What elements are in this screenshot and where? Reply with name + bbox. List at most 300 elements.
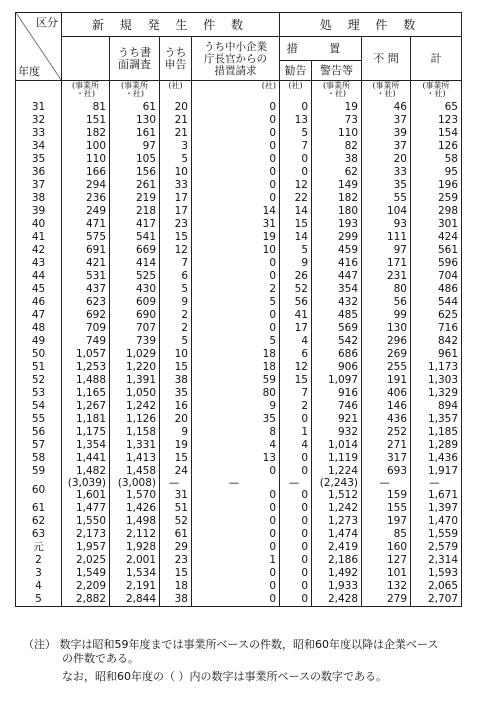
table-row bbox=[16, 257, 462, 270]
cell-unquestioned: 37 bbox=[362, 140, 411, 153]
cell-total: 1,470 bbox=[411, 515, 462, 528]
table-row bbox=[16, 387, 462, 400]
cell-sme: 5 bbox=[192, 296, 280, 309]
cell-new: 531 bbox=[62, 270, 110, 283]
cell-report: 21 bbox=[160, 114, 192, 127]
cell-advice: 6 bbox=[280, 348, 312, 361]
cell-unquestioned: 37 bbox=[362, 114, 411, 127]
cell-new: 2,209 bbox=[62, 580, 110, 593]
cell-sme: 0 bbox=[192, 465, 280, 478]
cell-advice: 7 bbox=[280, 140, 312, 153]
year-cell: 46 bbox=[16, 296, 62, 309]
cell-warning: 2,428 bbox=[312, 593, 362, 607]
cell-new: 249 bbox=[62, 205, 110, 218]
cell-total: 1,289 bbox=[411, 439, 462, 452]
cell-survey: 541 bbox=[110, 231, 160, 244]
cell-sme: 0 bbox=[192, 114, 280, 127]
table-row bbox=[16, 413, 462, 426]
cell-total: 625 bbox=[411, 309, 462, 322]
cell-warning: 447 bbox=[312, 270, 362, 283]
cell-total: 1,397 bbox=[411, 502, 462, 515]
cell-report: 7 bbox=[160, 257, 192, 270]
cell-new: 1,057 bbox=[62, 348, 110, 361]
cell-report: 10 bbox=[160, 348, 192, 361]
cell-warning: 459 bbox=[312, 244, 362, 257]
cell-sme: 35 bbox=[192, 413, 280, 426]
cell-survey: 1,534 bbox=[110, 567, 160, 580]
cell-sme: 0 bbox=[192, 528, 280, 541]
cell-survey: 430 bbox=[110, 283, 160, 296]
cell-warning: 416 bbox=[312, 257, 362, 270]
year-cell: 45 bbox=[16, 283, 62, 296]
cell-report: 3 bbox=[160, 140, 192, 153]
cell-advice: 12 bbox=[280, 179, 312, 192]
cell-total: 424 bbox=[411, 231, 462, 244]
cell-sme: 0 bbox=[192, 593, 280, 607]
note-line-2: の件数である。 bbox=[62, 652, 139, 665]
cell-unquestioned: 279 bbox=[362, 593, 411, 607]
corner-category-label: 区分 bbox=[36, 16, 58, 29]
cell-survey: 525 bbox=[110, 270, 160, 283]
cell-advice: 15 bbox=[280, 218, 312, 231]
cell-total: 123 bbox=[411, 114, 462, 127]
cell-report: 17 bbox=[160, 205, 192, 218]
year-cell: 39 bbox=[16, 205, 62, 218]
cell-advice: 7 bbox=[280, 387, 312, 400]
cell-survey: 2,191 bbox=[110, 580, 160, 593]
cell-total: 716 bbox=[411, 322, 462, 335]
table-row bbox=[16, 580, 462, 593]
cell-survey: 1,391 bbox=[110, 374, 160, 387]
cell-warning: 1,933 bbox=[312, 580, 362, 593]
cell-new: 691 bbox=[62, 244, 110, 257]
cell-unquestioned: 436 bbox=[362, 413, 411, 426]
table-row bbox=[16, 192, 462, 205]
year-cell: 37 bbox=[16, 179, 62, 192]
year-cell: 36 bbox=[16, 166, 62, 179]
year-cell: 53 bbox=[16, 387, 62, 400]
table-row bbox=[16, 309, 462, 322]
cell-report: 31 bbox=[160, 489, 192, 502]
cell-report: 19 bbox=[160, 439, 192, 452]
cell-warning: 82 bbox=[312, 140, 362, 153]
cell-sme: 0 bbox=[192, 567, 280, 580]
cell-new: 81 bbox=[62, 101, 110, 114]
cell-report: 51 bbox=[160, 502, 192, 515]
table-row bbox=[16, 296, 462, 309]
cell-unquestioned: 130 bbox=[362, 322, 411, 335]
processed-total-header: 計 bbox=[411, 37, 462, 81]
cell-new: 471 bbox=[62, 218, 110, 231]
cell-survey: 1,126 bbox=[110, 413, 160, 426]
cell-report: 33 bbox=[160, 179, 192, 192]
cell-warning: 299 bbox=[312, 231, 362, 244]
cell-survey: 609 bbox=[110, 296, 160, 309]
cell-advice: 2 bbox=[280, 400, 312, 413]
cell-total: 1,185 bbox=[411, 426, 462, 439]
cell-warning: 485 bbox=[312, 309, 362, 322]
year-cell: 40 bbox=[16, 218, 62, 231]
cell-warning: 149 bbox=[312, 179, 362, 192]
table-row bbox=[16, 218, 462, 231]
table-row bbox=[16, 322, 462, 335]
year-cell: 50 bbox=[16, 348, 62, 361]
year-cell: 5 bbox=[16, 593, 62, 607]
measures-header: 措 置 bbox=[280, 37, 362, 61]
table-row bbox=[16, 231, 462, 244]
cell-survey: 739 bbox=[110, 335, 160, 348]
cell-advice: 15 bbox=[280, 374, 312, 387]
cell-report: 12 bbox=[160, 244, 192, 257]
cell-survey: 1,029 bbox=[110, 348, 160, 361]
cell-warning: 1,242 bbox=[312, 502, 362, 515]
cell-advice: 0 bbox=[280, 465, 312, 478]
cell-unquestioned: 104 bbox=[362, 205, 411, 218]
year-cell: 56 bbox=[16, 426, 62, 439]
cell-survey: 2,001 bbox=[110, 554, 160, 567]
table-row bbox=[16, 205, 462, 218]
cell-survey: 1,426 bbox=[110, 502, 160, 515]
cell-survey: 156 bbox=[110, 166, 160, 179]
cell-report: 9 bbox=[160, 296, 192, 309]
cell-survey: 1,220 bbox=[110, 361, 160, 374]
cell-dash: — bbox=[362, 478, 411, 489]
cell-report: 38 bbox=[160, 593, 192, 607]
cell-report: 5 bbox=[160, 335, 192, 348]
cell-total: 298 bbox=[411, 205, 462, 218]
cell-warning: 1,224 bbox=[312, 465, 362, 478]
note-line-1: （注） 数字は昭和59年度までは事業所ベースの件数，昭和60年度以降は企業ベース bbox=[23, 638, 439, 651]
cell-unquestioned: 317 bbox=[362, 452, 411, 465]
cell-report: 38 bbox=[160, 374, 192, 387]
cell-warning: 542 bbox=[312, 335, 362, 348]
table-row-60-paren bbox=[16, 478, 462, 489]
cell-survey: 130 bbox=[110, 114, 160, 127]
cell-unquestioned: 155 bbox=[362, 502, 411, 515]
year-cell: 43 bbox=[16, 257, 62, 270]
cell-new-paren: (3,039) bbox=[62, 478, 110, 489]
cell-total: 486 bbox=[411, 283, 462, 296]
cell-new: 1,477 bbox=[62, 502, 110, 515]
cell-unquestioned: 252 bbox=[362, 426, 411, 439]
cell-report: 17 bbox=[160, 192, 192, 205]
cell-advice: 17 bbox=[280, 322, 312, 335]
cell-advice: 0 bbox=[280, 554, 312, 567]
cell-new: 1,549 bbox=[62, 567, 110, 580]
cell-new: 437 bbox=[62, 283, 110, 296]
cell-dash: — bbox=[280, 478, 312, 489]
cell-report: 21 bbox=[160, 127, 192, 140]
cell-total: 2,579 bbox=[411, 541, 462, 554]
cell-advice: 0 bbox=[280, 593, 312, 607]
cell-report: 6 bbox=[160, 270, 192, 283]
cell-new: 236 bbox=[62, 192, 110, 205]
cell-unquestioned: 20 bbox=[362, 153, 411, 166]
report-header: うち 申告 bbox=[160, 37, 192, 81]
cell-total: 58 bbox=[411, 153, 462, 166]
cell-advice: 14 bbox=[280, 205, 312, 218]
cell-survey-paren: (3,008) bbox=[110, 478, 160, 489]
cell-sme: 1 bbox=[192, 554, 280, 567]
cell-report: 52 bbox=[160, 515, 192, 528]
cell-warning: 432 bbox=[312, 296, 362, 309]
year-cell: 3 bbox=[16, 567, 62, 580]
year-cell: 57 bbox=[16, 439, 62, 452]
cell-unquestioned: 33 bbox=[362, 166, 411, 179]
table-row bbox=[16, 400, 462, 413]
cell-report: 20 bbox=[160, 101, 192, 114]
cell-new: 1,253 bbox=[62, 361, 110, 374]
cell-advice: 0 bbox=[280, 452, 312, 465]
cell-report: 2 bbox=[160, 309, 192, 322]
cell-unquestioned: 127 bbox=[362, 554, 411, 567]
cell-survey: 1,570 bbox=[110, 489, 160, 502]
year-cell: 60 bbox=[16, 478, 62, 502]
new-total-header bbox=[62, 37, 110, 81]
cell-total: 1,671 bbox=[411, 489, 462, 502]
cell-total: 65 bbox=[411, 101, 462, 114]
cell-unquestioned: 269 bbox=[362, 348, 411, 361]
cell-advice: 56 bbox=[280, 296, 312, 309]
year-cell: 49 bbox=[16, 335, 62, 348]
cell-new: 2,025 bbox=[62, 554, 110, 567]
cell-advice: 13 bbox=[280, 114, 312, 127]
cell-unquestioned: 191 bbox=[362, 374, 411, 387]
cell-unquestioned: 231 bbox=[362, 270, 411, 283]
cell-sme: 0 bbox=[192, 127, 280, 140]
cell-unquestioned: 56 bbox=[362, 296, 411, 309]
cell-new: 575 bbox=[62, 231, 110, 244]
cell-unquestioned: 160 bbox=[362, 541, 411, 554]
cell-total: 1,559 bbox=[411, 528, 462, 541]
table-row bbox=[16, 452, 462, 465]
cell-sme: 18 bbox=[192, 348, 280, 361]
cell-new: 151 bbox=[62, 114, 110, 127]
year-cell: 48 bbox=[16, 322, 62, 335]
cell-unquestioned: 111 bbox=[362, 231, 411, 244]
table-row bbox=[16, 335, 462, 348]
cell-sme: 19 bbox=[192, 231, 280, 244]
cell-unquestioned: 271 bbox=[362, 439, 411, 452]
new-cases-group-header: 新 規 発 生 件 数 bbox=[62, 13, 280, 37]
cell-unquestioned: 46 bbox=[362, 101, 411, 114]
cell-unquestioned: 39 bbox=[362, 127, 411, 140]
cell-total: 154 bbox=[411, 127, 462, 140]
cell-sme: 0 bbox=[192, 541, 280, 554]
cell-new: 1,165 bbox=[62, 387, 110, 400]
cell-dash: — bbox=[160, 478, 192, 489]
year-cell: 38 bbox=[16, 192, 62, 205]
table-row bbox=[16, 101, 462, 114]
unit-cell: (社) bbox=[280, 81, 312, 102]
survey-header: うち書 面調査 bbox=[110, 37, 160, 81]
year-cell: 44 bbox=[16, 270, 62, 283]
cell-survey: 161 bbox=[110, 127, 160, 140]
cell-new: 421 bbox=[62, 257, 110, 270]
cell-report: 23 bbox=[160, 218, 192, 231]
cell-report: 5 bbox=[160, 153, 192, 166]
unit-cell: (事業所 ・社) bbox=[362, 81, 411, 102]
cell-warning: 1,097 bbox=[312, 374, 362, 387]
table-row bbox=[16, 374, 462, 387]
cell-unquestioned: 132 bbox=[362, 580, 411, 593]
cell-warning: 38 bbox=[312, 153, 362, 166]
cell-unquestioned: 80 bbox=[362, 283, 411, 296]
cell-new: 1,354 bbox=[62, 439, 110, 452]
year-cell: 61 bbox=[16, 502, 62, 515]
cell-sme: 0 bbox=[192, 101, 280, 114]
year-cell: 41 bbox=[16, 231, 62, 244]
table-row bbox=[16, 567, 462, 580]
cell-sme: 0 bbox=[192, 179, 280, 192]
cell-advice: 0 bbox=[280, 101, 312, 114]
cell-warning: 921 bbox=[312, 413, 362, 426]
cell-new: 692 bbox=[62, 309, 110, 322]
cell-sme: 0 bbox=[192, 322, 280, 335]
year-cell: 2 bbox=[16, 554, 62, 567]
cell-report: 61 bbox=[160, 528, 192, 541]
cell-unquestioned: 296 bbox=[362, 335, 411, 348]
cell-sme: 13 bbox=[192, 452, 280, 465]
cell-new: 1,267 bbox=[62, 400, 110, 413]
year-cell: 62 bbox=[16, 515, 62, 528]
note-line-3: なお，昭和60年度の（ ）内の数字は事業所ベースの数字である。 bbox=[62, 670, 387, 683]
cell-unquestioned: 197 bbox=[362, 515, 411, 528]
table-row-60 bbox=[16, 489, 462, 502]
cell-warning: 2,419 bbox=[312, 541, 362, 554]
cell-survey: 1,413 bbox=[110, 452, 160, 465]
cell-survey: 690 bbox=[110, 309, 160, 322]
cell-new: 1,957 bbox=[62, 541, 110, 554]
cell-total: 126 bbox=[411, 140, 462, 153]
cell-total: 704 bbox=[411, 270, 462, 283]
table-row bbox=[16, 114, 462, 127]
cell-warning: 193 bbox=[312, 218, 362, 231]
table-row bbox=[16, 127, 462, 140]
cell-warning: 2,186 bbox=[312, 554, 362, 567]
cell-unquestioned: 99 bbox=[362, 309, 411, 322]
cell-new: 1,488 bbox=[62, 374, 110, 387]
cell-survey: 1,158 bbox=[110, 426, 160, 439]
year-cell: 59 bbox=[16, 465, 62, 478]
cell-advice: 12 bbox=[280, 361, 312, 374]
cell-total: 2,065 bbox=[411, 580, 462, 593]
cell-sme: 2 bbox=[192, 283, 280, 296]
cell-advice: 14 bbox=[280, 231, 312, 244]
cell-total: 842 bbox=[411, 335, 462, 348]
cell-total: 1,357 bbox=[411, 413, 462, 426]
advice-header: 勧告 bbox=[280, 61, 312, 81]
cell-warning: 180 bbox=[312, 205, 362, 218]
table-row bbox=[16, 426, 462, 439]
unit-cell: (事業所 ・社) bbox=[62, 81, 110, 102]
cell-sme: 9 bbox=[192, 400, 280, 413]
cell-unquestioned: 255 bbox=[362, 361, 411, 374]
cell-advice: 0 bbox=[280, 567, 312, 580]
table-row bbox=[16, 348, 462, 361]
cell-report: 20 bbox=[160, 413, 192, 426]
cell-warning: 19 bbox=[312, 101, 362, 114]
cell-dash: — bbox=[411, 478, 462, 489]
corner-year-label: 年度 bbox=[18, 65, 40, 78]
cell-warning: 62 bbox=[312, 166, 362, 179]
cell-total: 2,314 bbox=[411, 554, 462, 567]
cell-advice: 5 bbox=[280, 244, 312, 257]
cell-warning: 916 bbox=[312, 387, 362, 400]
year-cell: 元 bbox=[16, 541, 62, 554]
unit-year bbox=[16, 81, 62, 102]
cell-sme: 14 bbox=[192, 205, 280, 218]
cell-advice: 0 bbox=[280, 515, 312, 528]
table-row bbox=[16, 140, 462, 153]
cell-sme: 0 bbox=[192, 166, 280, 179]
cell-sme: 31 bbox=[192, 218, 280, 231]
table-row bbox=[16, 179, 462, 192]
cell-survey: 2,112 bbox=[110, 528, 160, 541]
cell-advice: 0 bbox=[280, 166, 312, 179]
cell-new: 182 bbox=[62, 127, 110, 140]
table-row bbox=[16, 502, 462, 515]
cell-survey: 219 bbox=[110, 192, 160, 205]
cell-advice: 4 bbox=[280, 335, 312, 348]
cell-survey: 1,242 bbox=[110, 400, 160, 413]
processed-group-header: 処 理 件 数 bbox=[280, 13, 462, 37]
cell-sme: 0 bbox=[192, 257, 280, 270]
unquestioned-header: 不 問 bbox=[362, 37, 411, 81]
cell-survey: 1,458 bbox=[110, 465, 160, 478]
cell-new: 1,175 bbox=[62, 426, 110, 439]
cell-warning: 569 bbox=[312, 322, 362, 335]
cell-advice: 0 bbox=[280, 580, 312, 593]
cell-report: 35 bbox=[160, 387, 192, 400]
table-row bbox=[16, 515, 462, 528]
year-cell: 33 bbox=[16, 127, 62, 140]
cell-advice: 1 bbox=[280, 426, 312, 439]
table-row bbox=[16, 361, 462, 374]
cell-new: 1,441 bbox=[62, 452, 110, 465]
cell-report: 23 bbox=[160, 554, 192, 567]
cell-survey: 1,331 bbox=[110, 439, 160, 452]
cell-unquestioned: 93 bbox=[362, 218, 411, 231]
table-row bbox=[16, 439, 462, 452]
cell-advice: 26 bbox=[280, 270, 312, 283]
cell-sme: 5 bbox=[192, 335, 280, 348]
cell-warning: 1,014 bbox=[312, 439, 362, 452]
cell-sme: 0 bbox=[192, 309, 280, 322]
cell-unquestioned: 146 bbox=[362, 400, 411, 413]
cell-warning: 182 bbox=[312, 192, 362, 205]
cell-survey: 61 bbox=[110, 101, 160, 114]
cell-sme: 0 bbox=[192, 502, 280, 515]
cell-total: 1,329 bbox=[411, 387, 462, 400]
cell-new: 110 bbox=[62, 153, 110, 166]
cell-sme: 59 bbox=[192, 374, 280, 387]
statistics-table bbox=[15, 12, 462, 607]
cell-total: 1,173 bbox=[411, 361, 462, 374]
cell-warning: 1,273 bbox=[312, 515, 362, 528]
cell-sme: 0 bbox=[192, 580, 280, 593]
cell-unquestioned: 171 bbox=[362, 257, 411, 270]
cell-total: 1,593 bbox=[411, 567, 462, 580]
cell-total: 1,436 bbox=[411, 452, 462, 465]
cell-sme: 18 bbox=[192, 361, 280, 374]
year-cell: 55 bbox=[16, 413, 62, 426]
cell-report: 24 bbox=[160, 465, 192, 478]
cell-survey: 261 bbox=[110, 179, 160, 192]
cell-sme: 0 bbox=[192, 140, 280, 153]
cell-report: 5 bbox=[160, 283, 192, 296]
year-cell: 63 bbox=[16, 528, 62, 541]
